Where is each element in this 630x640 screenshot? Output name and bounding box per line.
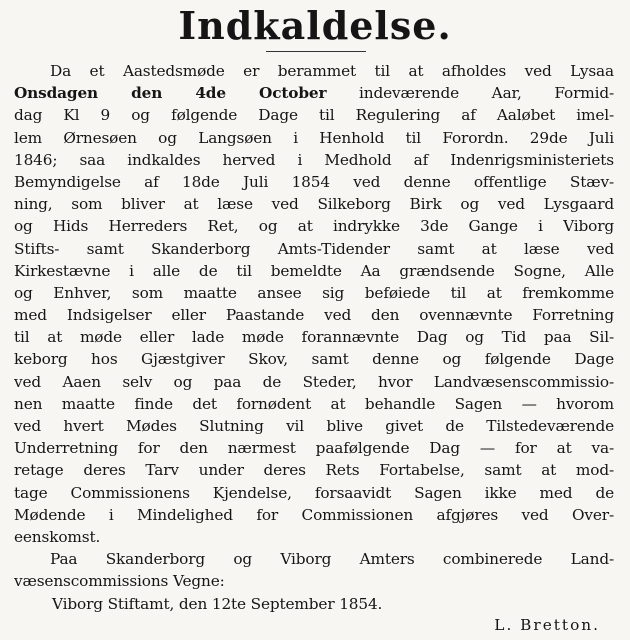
notice-line [14, 371, 614, 393]
notice-line [14, 304, 614, 326]
line-text: Bemyndigelse af 18de Juli 1854 ved denne offentlige Stæv- [14, 172, 614, 191]
notice-line [14, 593, 614, 615]
line-text: nen maatte finde det fornødent at behandle Sagen — hvorom [14, 394, 614, 413]
notice-line [14, 482, 614, 504]
line-text: Underretning for den nærmest paafølgende Dag — for at va- [14, 439, 614, 458]
notice-line [14, 459, 614, 481]
line-text: Viborg Stiftamt, den 12te September 1854. [52, 594, 383, 613]
line-text: Stifts- samt Skanderborg Amts-Tidender samt at læse ved [14, 239, 614, 258]
line-text: Da et Aastedsmøde er berammet til at afholdes ved Lysaa [50, 62, 614, 80]
line-text: ved hvert Mødes Slutning vil blive givet de Tilstedeværende [14, 417, 614, 435]
notice-line [14, 326, 614, 348]
notice-line [14, 437, 614, 459]
line-text: ved Aaen selv og paa de Steder, hvor Landvæsenscommissio- [14, 372, 614, 391]
notice-line [14, 570, 614, 592]
line-text: Kirkestævne i alle de til bemeldte Aa grændsende Sogne, Alle [14, 261, 614, 280]
notice-title: Indkaldelse. [178, 3, 452, 48]
notice-line [14, 60, 614, 82]
line-text: og Enhver, som maatte ansee sig beføiede til at fremkomme [14, 283, 614, 302]
line-text: Mødende i Mindelighed for Commissionen afgjøres ved Over- [14, 505, 614, 524]
notice-line [14, 526, 614, 548]
emphasized-date: Onsdagen den 4de October [14, 84, 327, 103]
line-text: 1846; saa indkaldes herved i Medhold af Indenrigsministeriets [14, 150, 614, 169]
signature: L. Bretton. [494, 616, 600, 634]
notice-line [14, 548, 614, 570]
line-text: tage Commissionens Kjendelse, forsaavidt Sagen ikke med de [14, 483, 614, 502]
notice-line [14, 260, 614, 282]
line-text: med Indsigelser eller Paastande ved den ovennævnte Forretning [14, 306, 614, 325]
notice-line [14, 238, 614, 260]
line-text: ning, som bliver at læse ved Silkeborg Birk og ved Lysgaard [14, 195, 614, 214]
notice-line [14, 171, 614, 193]
line-text: indeværende Aar, Formid- [326, 84, 614, 103]
notice-line [14, 348, 614, 370]
notice-line [14, 82, 614, 104]
notice-line [14, 104, 614, 126]
line-text: eenskomst. [14, 527, 101, 546]
notice-line [14, 149, 614, 171]
line-text: til at møde eller lade møde forannævnte Dag og Tid paa Sil- [14, 328, 614, 347]
notice-line [14, 193, 614, 215]
line-text: keborg hos Gjæstgiver Skov, samt denne og følgende Dage [14, 350, 614, 369]
line-text: og Hids Herreders Ret, og at indrykke 3de Gange i Viborg [14, 217, 614, 236]
notice-line [14, 127, 614, 149]
notice-line [14, 282, 614, 304]
notice-line [14, 504, 614, 526]
notice-body [14, 60, 614, 615]
line-text: retage deres Tarv under deres Rets Fortabelse, samt at mod- [14, 461, 614, 480]
notice-line [14, 415, 614, 437]
line-text: væsenscommissions Vegne: [14, 572, 225, 591]
line-text: Paa Skanderborg og Viborg Amters combinerede Land- [50, 550, 614, 569]
notice-line [14, 215, 614, 237]
notice-line [14, 393, 614, 415]
line-text: dag Kl 9 og følgende Dage til Regulering af Aaløbet imel- [14, 106, 614, 125]
line-text: lem Ørnesøen og Langsøen i Henhold til Forordn. 29de Juli [14, 128, 614, 147]
title-divider [266, 51, 366, 52]
